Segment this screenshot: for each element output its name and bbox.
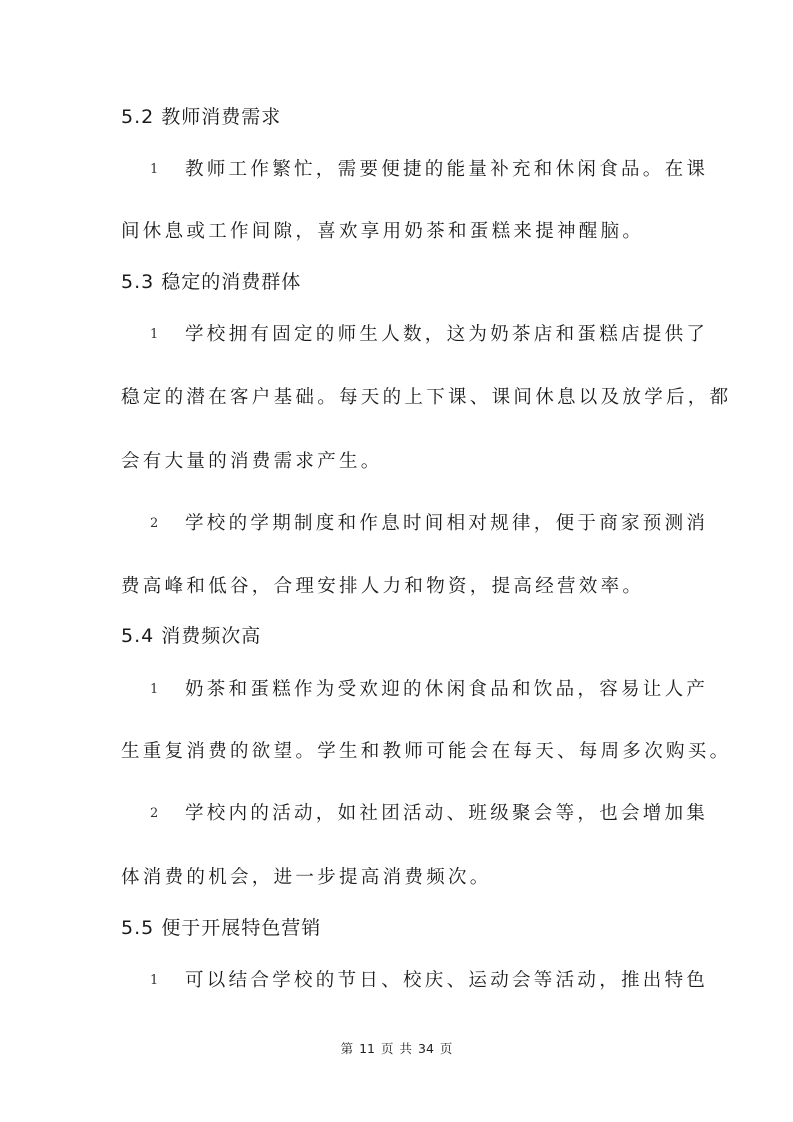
paragraph-line: 稳定的潜在客户基础。每天的上下课、课间休息以及放学后，都 [121,387,732,408]
list-marker: 1 [150,682,159,697]
list-marker: 2 [150,806,159,821]
paragraph-line: 可以结合学校的节日、校庆、运动会等活动，推出特色 [185,970,709,991]
paragraph-line: 费高峰和低谷，合理安排人力和物资，提高经营效率。 [121,576,645,597]
paragraph-line: 生重复消费的欲望。学生和教师可能会在每天、每周多次购买。 [121,741,732,762]
section-heading-5-5: 5.5 便于开展特色营销 [121,917,322,939]
current-page-number: 11 [359,1041,375,1056]
paragraph-line: 体消费的机会，进一步提高消费频次。 [121,867,492,888]
paragraph-line: 会有大量的消费需求产生。 [121,451,383,472]
footer-page-word: 页 [380,1041,394,1056]
section-heading-5-3: 5.3 稳定的消费群体 [121,271,302,293]
paragraph-line: 奶茶和蛋糕作为受欢迎的休闲食品和饮品，容易让人产 [185,679,709,700]
footer-suffix: 页 [439,1041,453,1056]
list-marker: 1 [150,327,159,342]
total-page-number: 34 [418,1041,434,1056]
paragraph-line: 学校拥有固定的师生人数，这为奶茶店和蛋糕店提供了 [185,324,709,345]
paragraph-line: 间休息或工作间隙，喜欢享用奶茶和蛋糕来提神醒脑。 [121,221,645,242]
list-marker: 2 [150,516,159,531]
list-marker: 1 [150,973,159,988]
paragraph-line: 教师工作繁忙，需要便捷的能量补充和休闲食品。在课 [185,159,709,180]
footer-prefix: 第 [340,1041,354,1056]
footer-total-word: 共 [399,1041,413,1056]
page-footer [0,1040,793,1058]
list-marker: 1 [150,162,159,177]
section-heading-5-4: 5.4 消费频次高 [121,625,262,647]
section-heading-5-2: 5.2 教师消费需求 [121,106,282,128]
paragraph-line: 学校内的活动，如社团活动、班级聚会等，也会增加集 [185,803,709,824]
paragraph-line: 学校的学期制度和作息时间相对规律，便于商家预测消 [185,513,709,534]
